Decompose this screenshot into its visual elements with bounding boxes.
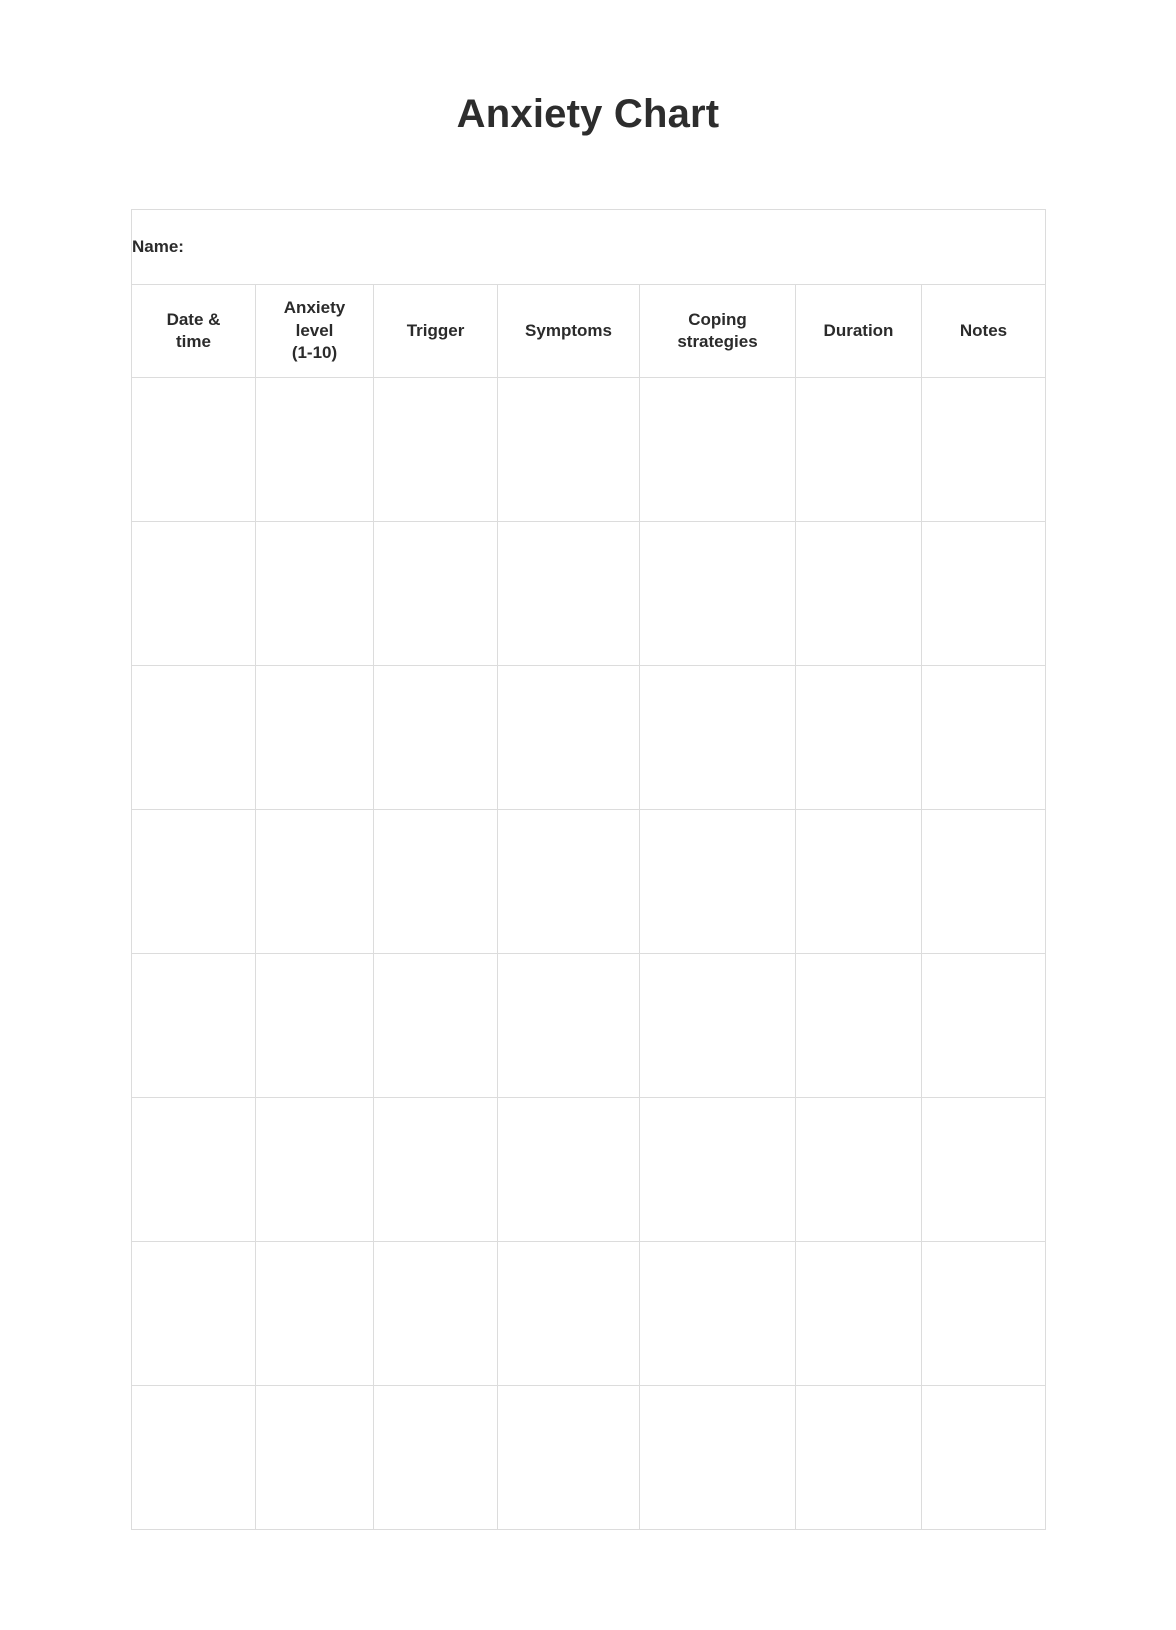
table-cell[interactable]	[640, 1386, 796, 1530]
table-cell[interactable]	[374, 1242, 498, 1386]
table-cell[interactable]	[498, 666, 640, 810]
table-cell[interactable]	[796, 1386, 922, 1530]
column-header	[796, 285, 922, 378]
column-header	[132, 285, 256, 378]
column-header	[640, 285, 796, 378]
table-cell[interactable]	[132, 378, 256, 522]
column-header-line: Coping	[688, 309, 747, 329]
table-row	[132, 522, 1046, 666]
table-cell[interactable]	[256, 1386, 374, 1530]
table-cell[interactable]	[374, 810, 498, 954]
table-cell[interactable]	[796, 522, 922, 666]
table-row	[132, 666, 1046, 810]
table-cell[interactable]	[796, 1242, 922, 1386]
table-cell[interactable]	[132, 1242, 256, 1386]
table-cell[interactable]	[640, 378, 796, 522]
table-cell[interactable]	[132, 666, 256, 810]
table-cell[interactable]	[796, 1098, 922, 1242]
table-cell[interactable]	[256, 522, 374, 666]
table-cell[interactable]	[796, 666, 922, 810]
table-row	[132, 954, 1046, 1098]
column-header-line: strategies	[677, 332, 758, 351]
table-cell[interactable]	[256, 1098, 374, 1242]
table-cell[interactable]	[922, 1098, 1046, 1242]
table-cell[interactable]	[922, 666, 1046, 810]
table-cell[interactable]	[498, 1098, 640, 1242]
anxiety-chart-table-wrapper	[131, 137, 1045, 1530]
table-cell[interactable]	[374, 522, 498, 666]
table-cell[interactable]	[498, 1242, 640, 1386]
table-cell[interactable]	[498, 954, 640, 1098]
table-cell[interactable]	[374, 378, 498, 522]
table-row	[132, 810, 1046, 954]
column-header	[922, 285, 1046, 378]
table-cell[interactable]	[922, 954, 1046, 1098]
column-header-line: Anxiety	[283, 298, 346, 318]
column-header-line: Duration	[823, 320, 894, 340]
table-cell[interactable]	[640, 954, 796, 1098]
table-row	[132, 1098, 1046, 1242]
column-header-line: Trigger	[406, 320, 465, 340]
table-cell[interactable]	[132, 954, 256, 1098]
column-header	[256, 285, 374, 378]
table-cell[interactable]	[256, 666, 374, 810]
table-cell[interactable]	[640, 522, 796, 666]
table-cell[interactable]	[256, 378, 374, 522]
table-cell[interactable]	[132, 810, 256, 954]
table-cell[interactable]	[498, 1386, 640, 1530]
table-cell[interactable]	[132, 522, 256, 666]
table-cell[interactable]	[922, 1386, 1046, 1530]
table-cell[interactable]	[256, 1242, 374, 1386]
table-cell[interactable]	[922, 810, 1046, 954]
table-row	[132, 1386, 1046, 1530]
column-header-line: (1-10)	[291, 343, 338, 363]
table-cell[interactable]	[498, 810, 640, 954]
name-label: Name:	[132, 237, 184, 256]
table-cell[interactable]	[640, 810, 796, 954]
column-header-line: Notes	[959, 320, 1008, 340]
table-header-row	[132, 285, 1046, 378]
column-header-line: Symptoms	[525, 320, 612, 340]
page-title: Anxiety Chart	[456, 92, 720, 136]
table-cell[interactable]	[132, 1098, 256, 1242]
table-cell[interactable]	[640, 1098, 796, 1242]
table-cell[interactable]	[374, 666, 498, 810]
table-row	[132, 1242, 1046, 1386]
table-cell[interactable]	[256, 954, 374, 1098]
table-cell[interactable]	[374, 1386, 498, 1530]
table-cell[interactable]	[132, 1386, 256, 1530]
table-cell[interactable]	[256, 810, 374, 954]
column-header	[498, 285, 640, 378]
column-header-line: time	[176, 332, 211, 351]
table-cell[interactable]	[796, 954, 922, 1098]
table-cell[interactable]	[498, 522, 640, 666]
column-header-line: level	[295, 320, 334, 340]
column-header-line: Date &	[166, 309, 221, 329]
table-cell[interactable]	[640, 1242, 796, 1386]
anxiety-chart-table	[131, 209, 1046, 1530]
table-cell[interactable]	[640, 666, 796, 810]
name-row	[132, 210, 1046, 285]
name-field-cell[interactable]	[132, 210, 1046, 285]
table-cell[interactable]	[922, 522, 1046, 666]
table-cell[interactable]	[498, 378, 640, 522]
table-cell[interactable]	[374, 1098, 498, 1242]
column-header	[374, 285, 498, 378]
table-cell[interactable]	[922, 1242, 1046, 1386]
table-cell[interactable]	[796, 810, 922, 954]
table-cell[interactable]	[922, 378, 1046, 522]
table-row	[132, 378, 1046, 522]
table-cell[interactable]	[374, 954, 498, 1098]
table-cell[interactable]	[796, 378, 922, 522]
